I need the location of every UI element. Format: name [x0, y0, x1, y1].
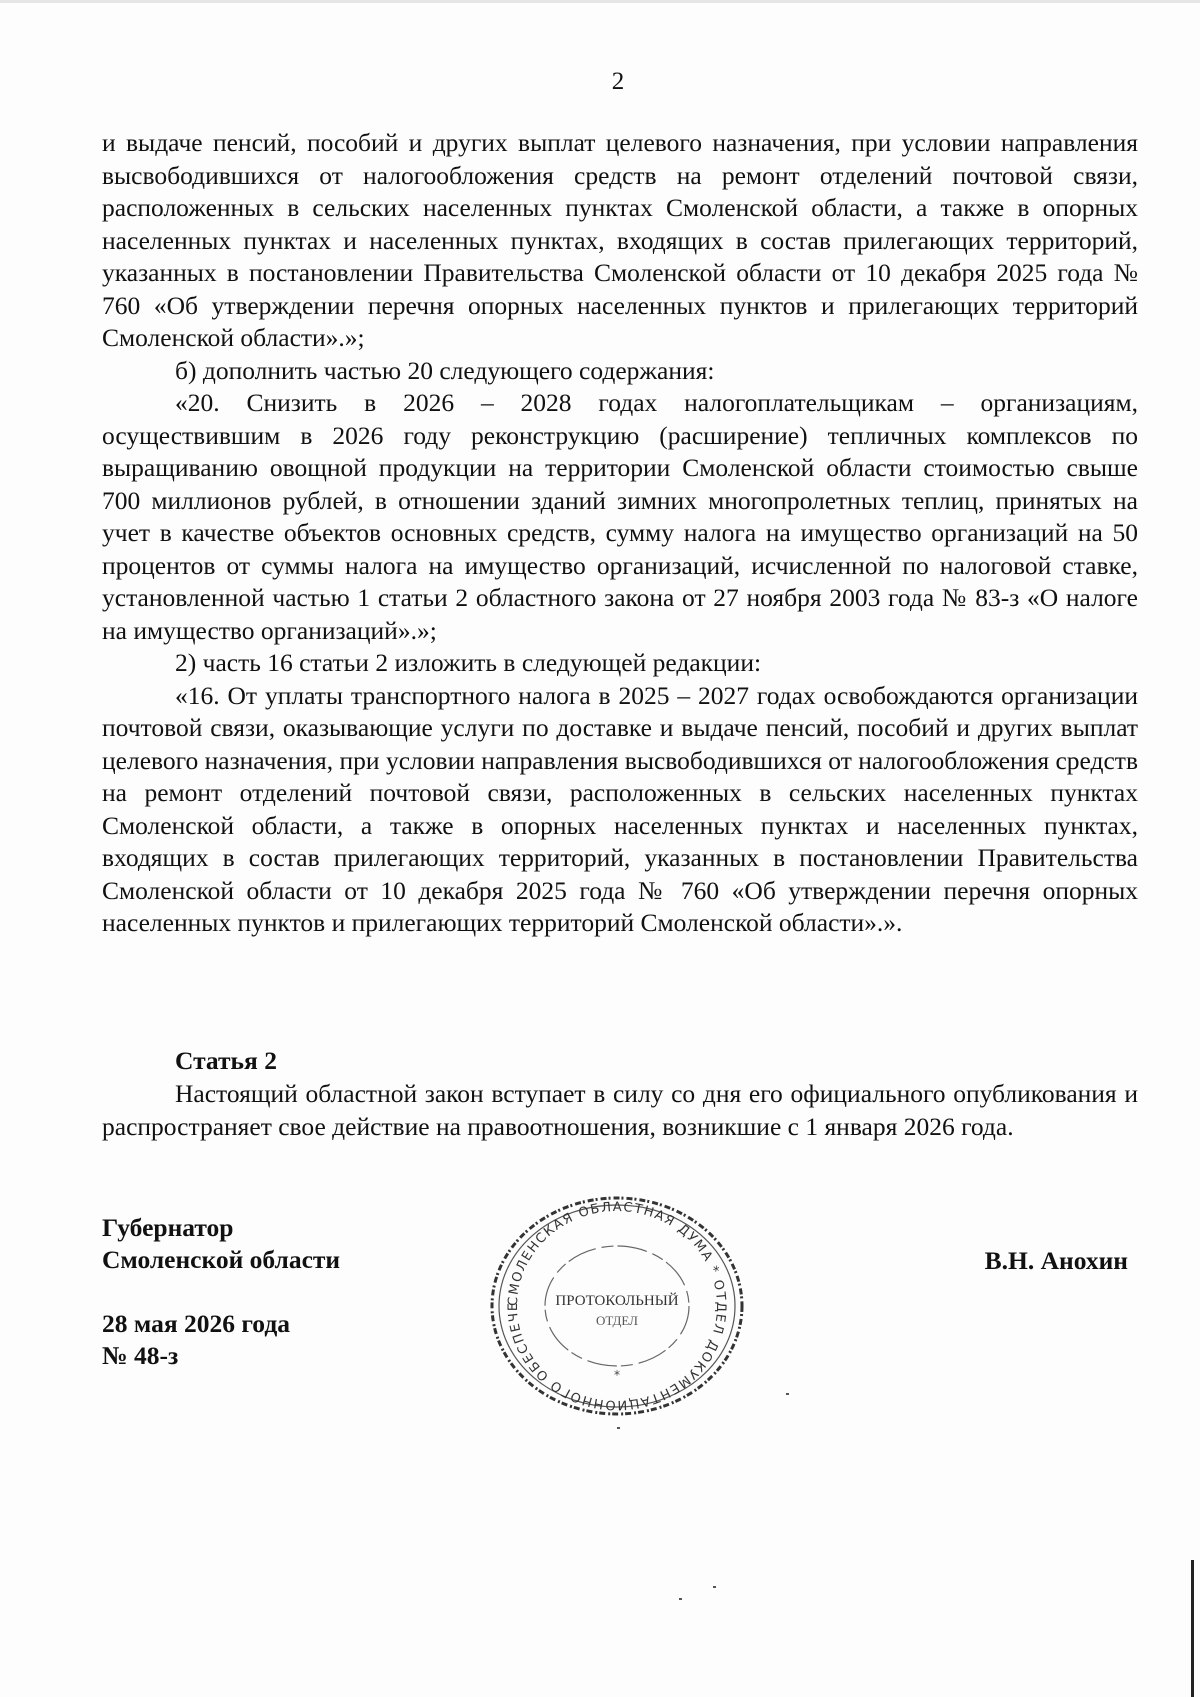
official-seal-stamp	[488, 1193, 746, 1419]
seal-graphic	[488, 1193, 746, 1419]
governor-title-line1: Губернатор	[102, 1213, 234, 1242]
seal-center-text-2: ОТДЕЛ	[596, 1313, 638, 1328]
scan-right-edge	[1191, 1560, 1194, 1697]
seal-center-text-1: ПРОТОКОЛЬНЫЙ	[555, 1293, 679, 1309]
article-text: Настоящий областной закон вступает в силу со дня его официального опубликования и распространяет свое действие на правоотношения, возникшие с 1 января 2026 года.	[102, 1079, 1138, 1141]
signatory-name: В.Н. Анохин	[984, 1246, 1128, 1275]
paragraph-part-20: «20. Снизить в 2026 – 2028 годах налогоплательщикам – организациям, осуществившим в 2026 году реконструкцию (расширение) тепличных комплексов по выращиванию овощной продукции на территории Смоленской области стоимостью свыше 700 миллионов рублей, в отношении зданий зимних многопролетных теплиц, принятых на учет в качестве объектов основных средств, сумму налога на имущество организаций на 50 процентов от суммы налога на имущество организаций, исчисленной по налоговой ставке, установленной частью 1 статьи 2 областного закона от 27 ноября 2003 года № 83-з «О налоге на имущество организаций».»;	[102, 388, 1138, 645]
scan-speck	[786, 1393, 789, 1395]
article-body	[102, 1078, 1138, 1143]
scan-speck	[679, 1598, 682, 1600]
governor-title-line2: Смоленской области	[102, 1245, 341, 1274]
law-number: № 48-з	[102, 1341, 179, 1370]
paragraph-item-2: 2) часть 16 статьи 2 изложить в следующей редакции:	[175, 648, 762, 677]
scan-speck	[617, 1427, 620, 1429]
page-number: 2	[611, 68, 625, 95]
seal-star-icon: *	[614, 1368, 620, 1382]
paragraph-item-b: б) дополнить частью 20 следующего содержания:	[175, 355, 715, 385]
seal-ring-text: СМОЛЕНСКАЯ ОБЛАСТНАЯ ДУМА * ОТДЕЛ ДОКУМЕНТАЦИОННОГО ОБЕСПЕЧЕ	[505, 1199, 729, 1413]
law-date-block	[102, 1308, 290, 1372]
paragraph-continuation: и выдаче пенсий, пособий и других выплат целевого назначения, при условии направления высвободившихся от налогообложения средств на ремонт отделений почтовой связи, расположенных в сельских населенных пунктах Смоленской области, а также в опорных населенных пунктах и населенных пунктах, входящих в состав прилегающих территорий, указанных в постановлении Правительства Смоленской области от 10 декабря 2025 года № 760 «Об утверждении перечня опорных населенных пунктов и прилегающих территорий Смоленской области».»;	[102, 128, 1138, 352]
law-date: 28 мая 2026 года	[102, 1309, 290, 1338]
scan-top-edge	[0, 0, 1200, 3]
law-body-text	[102, 127, 1138, 940]
article-heading: Статья 2	[175, 1046, 277, 1075]
paragraph-part-16: «16. От уплаты транспортного налога в 2025 – 2027 годах освобождаются организации почтовой связи, оказывающие услуги по доставке и выдаче пенсий, пособий и других выплат целевого назначения, при условии направления высвободившихся от налогообложения средств на ремонт отделений почтовой связи, расположенных в сельских населенных пунктах Смоленской области, а также в опорных населенных пунктах и населенных пунктах, входящих в состав прилегающих территорий, указанных в постановлении Правительства Смоленской области от 10 декабря 2025 года № 760 «Об утверждении перечня опорных населенных пунктов и прилегающих территорий Смоленской области».».	[102, 680, 1138, 937]
scan-speck	[713, 1586, 716, 1588]
governor-title	[102, 1212, 340, 1276]
